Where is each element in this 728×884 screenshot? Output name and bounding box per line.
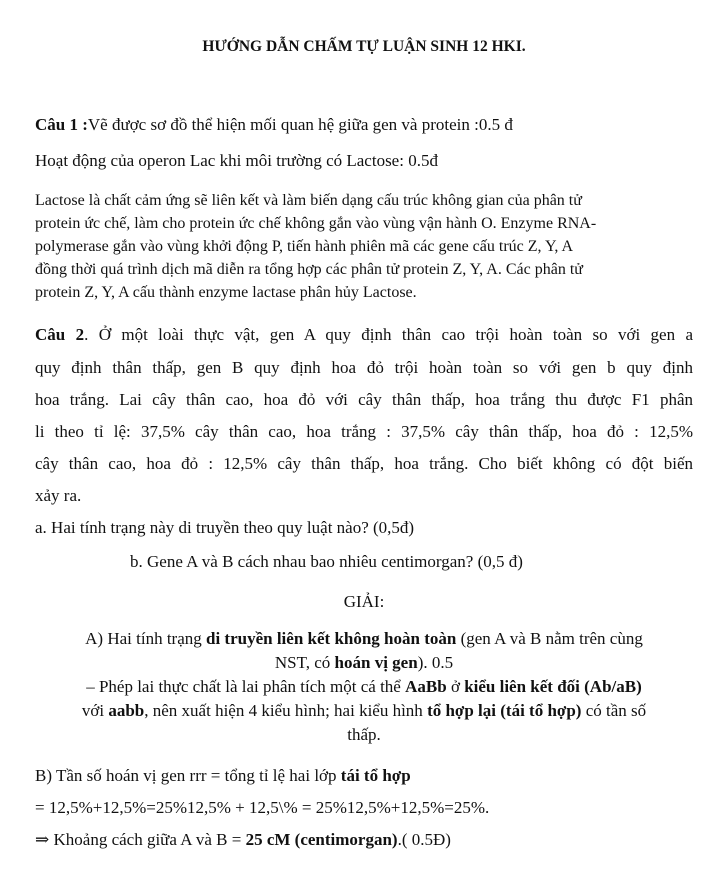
- answer-b-calc: = 12,5%+12,5%=25%12,5% + 12,5\% = 25%12,5%+12,5%=25%.: [35, 798, 490, 817]
- dash-bold: aabb: [108, 701, 145, 720]
- cau1-line2: Hoạt động của operon Lac khi môi trường có Lactose: 0.5đ: [35, 151, 438, 170]
- cau1-para-line: polymerase gắn vào vùng khởi động P, tiến hành phiên mã các gene cấu trúc Z, Y, A: [35, 238, 574, 255]
- cau1-para-line: protein Z, Y, A cấu thành enzyme lactase phân hủy Lactose.: [35, 284, 417, 301]
- answer-a-bold: hoán vị gen: [334, 653, 418, 672]
- cau1-text: Vẽ được sơ đồ thể hiện mối quan hệ giữa gen và protein :0.5 đ: [87, 115, 513, 134]
- cau2-line: quy định thân thấp, gen B quy định hoa đỏ trội hoàn toàn so với gen b quy định: [35, 358, 693, 377]
- question-b: b. Gene A và B cách nhau bao nhiêu centimorgan? (0,5 đ): [130, 552, 523, 571]
- cau2-line: hoa trắng. Lai cây thân cao, hoa đỏ với cây thân thấp, hoa trắng thu được F1 phân: [35, 390, 693, 409]
- cau1-heading: [35, 114, 513, 136]
- cau2-line1: [35, 324, 693, 346]
- answer-a-bold: di truyền liên kết không hoàn toàn: [206, 629, 457, 648]
- answer-b-line1: [35, 765, 411, 787]
- solution-heading: GIẢI:: [343, 592, 385, 611]
- answer-b-text: B) Tần số hoán vị gen rrr = tổng tỉ lệ hai lớp: [35, 766, 341, 785]
- answer-b-text: ⇒ Khoảng cách giữa A và B =: [35, 830, 246, 849]
- dash-text: với: [81, 701, 109, 720]
- dash-bold: tổ hợp lại (tái tổ hợp): [427, 701, 582, 720]
- answer-b-bold: 25 cM (centimorgan): [245, 830, 398, 849]
- answer-b-bold: tái tổ hợp: [340, 766, 411, 785]
- dash-line3: thấp.: [347, 725, 381, 744]
- dash-text: ở: [446, 677, 465, 696]
- dash-line1: [20, 676, 708, 698]
- dash-bold: AaBb: [405, 677, 447, 696]
- answer-a-line2: [20, 652, 708, 674]
- answer-a-text: NST, có: [274, 653, 335, 672]
- dash-text: , nên xuất hiện 4 kiểu hình; hai kiểu hình: [144, 701, 428, 720]
- answer-a-text: ). 0.5: [417, 653, 454, 672]
- answer-b-text: .( 0.5Đ): [397, 830, 451, 849]
- cau1-label: Câu 1 :: [35, 115, 88, 134]
- cau2-line: li theo tỉ lệ: 37,5% cây thân cao, hoa trắng : 37,5% cây thân thấp, hoa đỏ : 12,5%: [35, 422, 693, 441]
- answer-a-line1: [20, 628, 708, 650]
- cau1-para-line: protein ức chế, làm cho protein ức chế không gắn vào vùng vận hành O. Enzyme RNA-: [35, 215, 597, 232]
- dash-text: – Phép lai thực chất là lai phân tích một cá thể: [86, 677, 406, 696]
- cau1-para-line: đồng thời quá trình dịch mã diễn ra tổng hợp các phân tử protein Z, Y, A. Các phân tử: [35, 261, 583, 278]
- answer-a-text: A) Hai tính trạng: [85, 629, 206, 648]
- dash-line2: [20, 700, 708, 722]
- cau2-line: xảy ra.: [35, 486, 82, 505]
- dash-bold: kiểu liên kết đối (Ab/aB): [464, 677, 642, 696]
- cau2-text: . Ở một loài thực vật, gen A quy định thân cao trội hoàn toàn so với gen a: [84, 325, 694, 344]
- cau2-line: cây thân cao, hoa đỏ : 12,5% cây thân thấp, hoa trắng. Cho biết không có đột biến: [35, 454, 693, 473]
- answer-a-text: (gen A và B nằm trên cùng: [456, 629, 643, 648]
- question-a: a. Hai tính trạng này di truyền theo quy luật nào? (0,5đ): [35, 518, 415, 537]
- dash-text: có tần số: [581, 701, 647, 720]
- cau1-para-line: Lactose là chất cảm ứng sẽ liên kết và làm biến dạng cấu trúc không gian của phân tử: [35, 192, 582, 209]
- cau2-label: Câu 2: [35, 325, 85, 344]
- answer-b-result: [35, 829, 451, 851]
- document-title: HƯỚNG DẪN CHẤM TỰ LUẬN SINH 12 HKI.: [202, 38, 526, 55]
